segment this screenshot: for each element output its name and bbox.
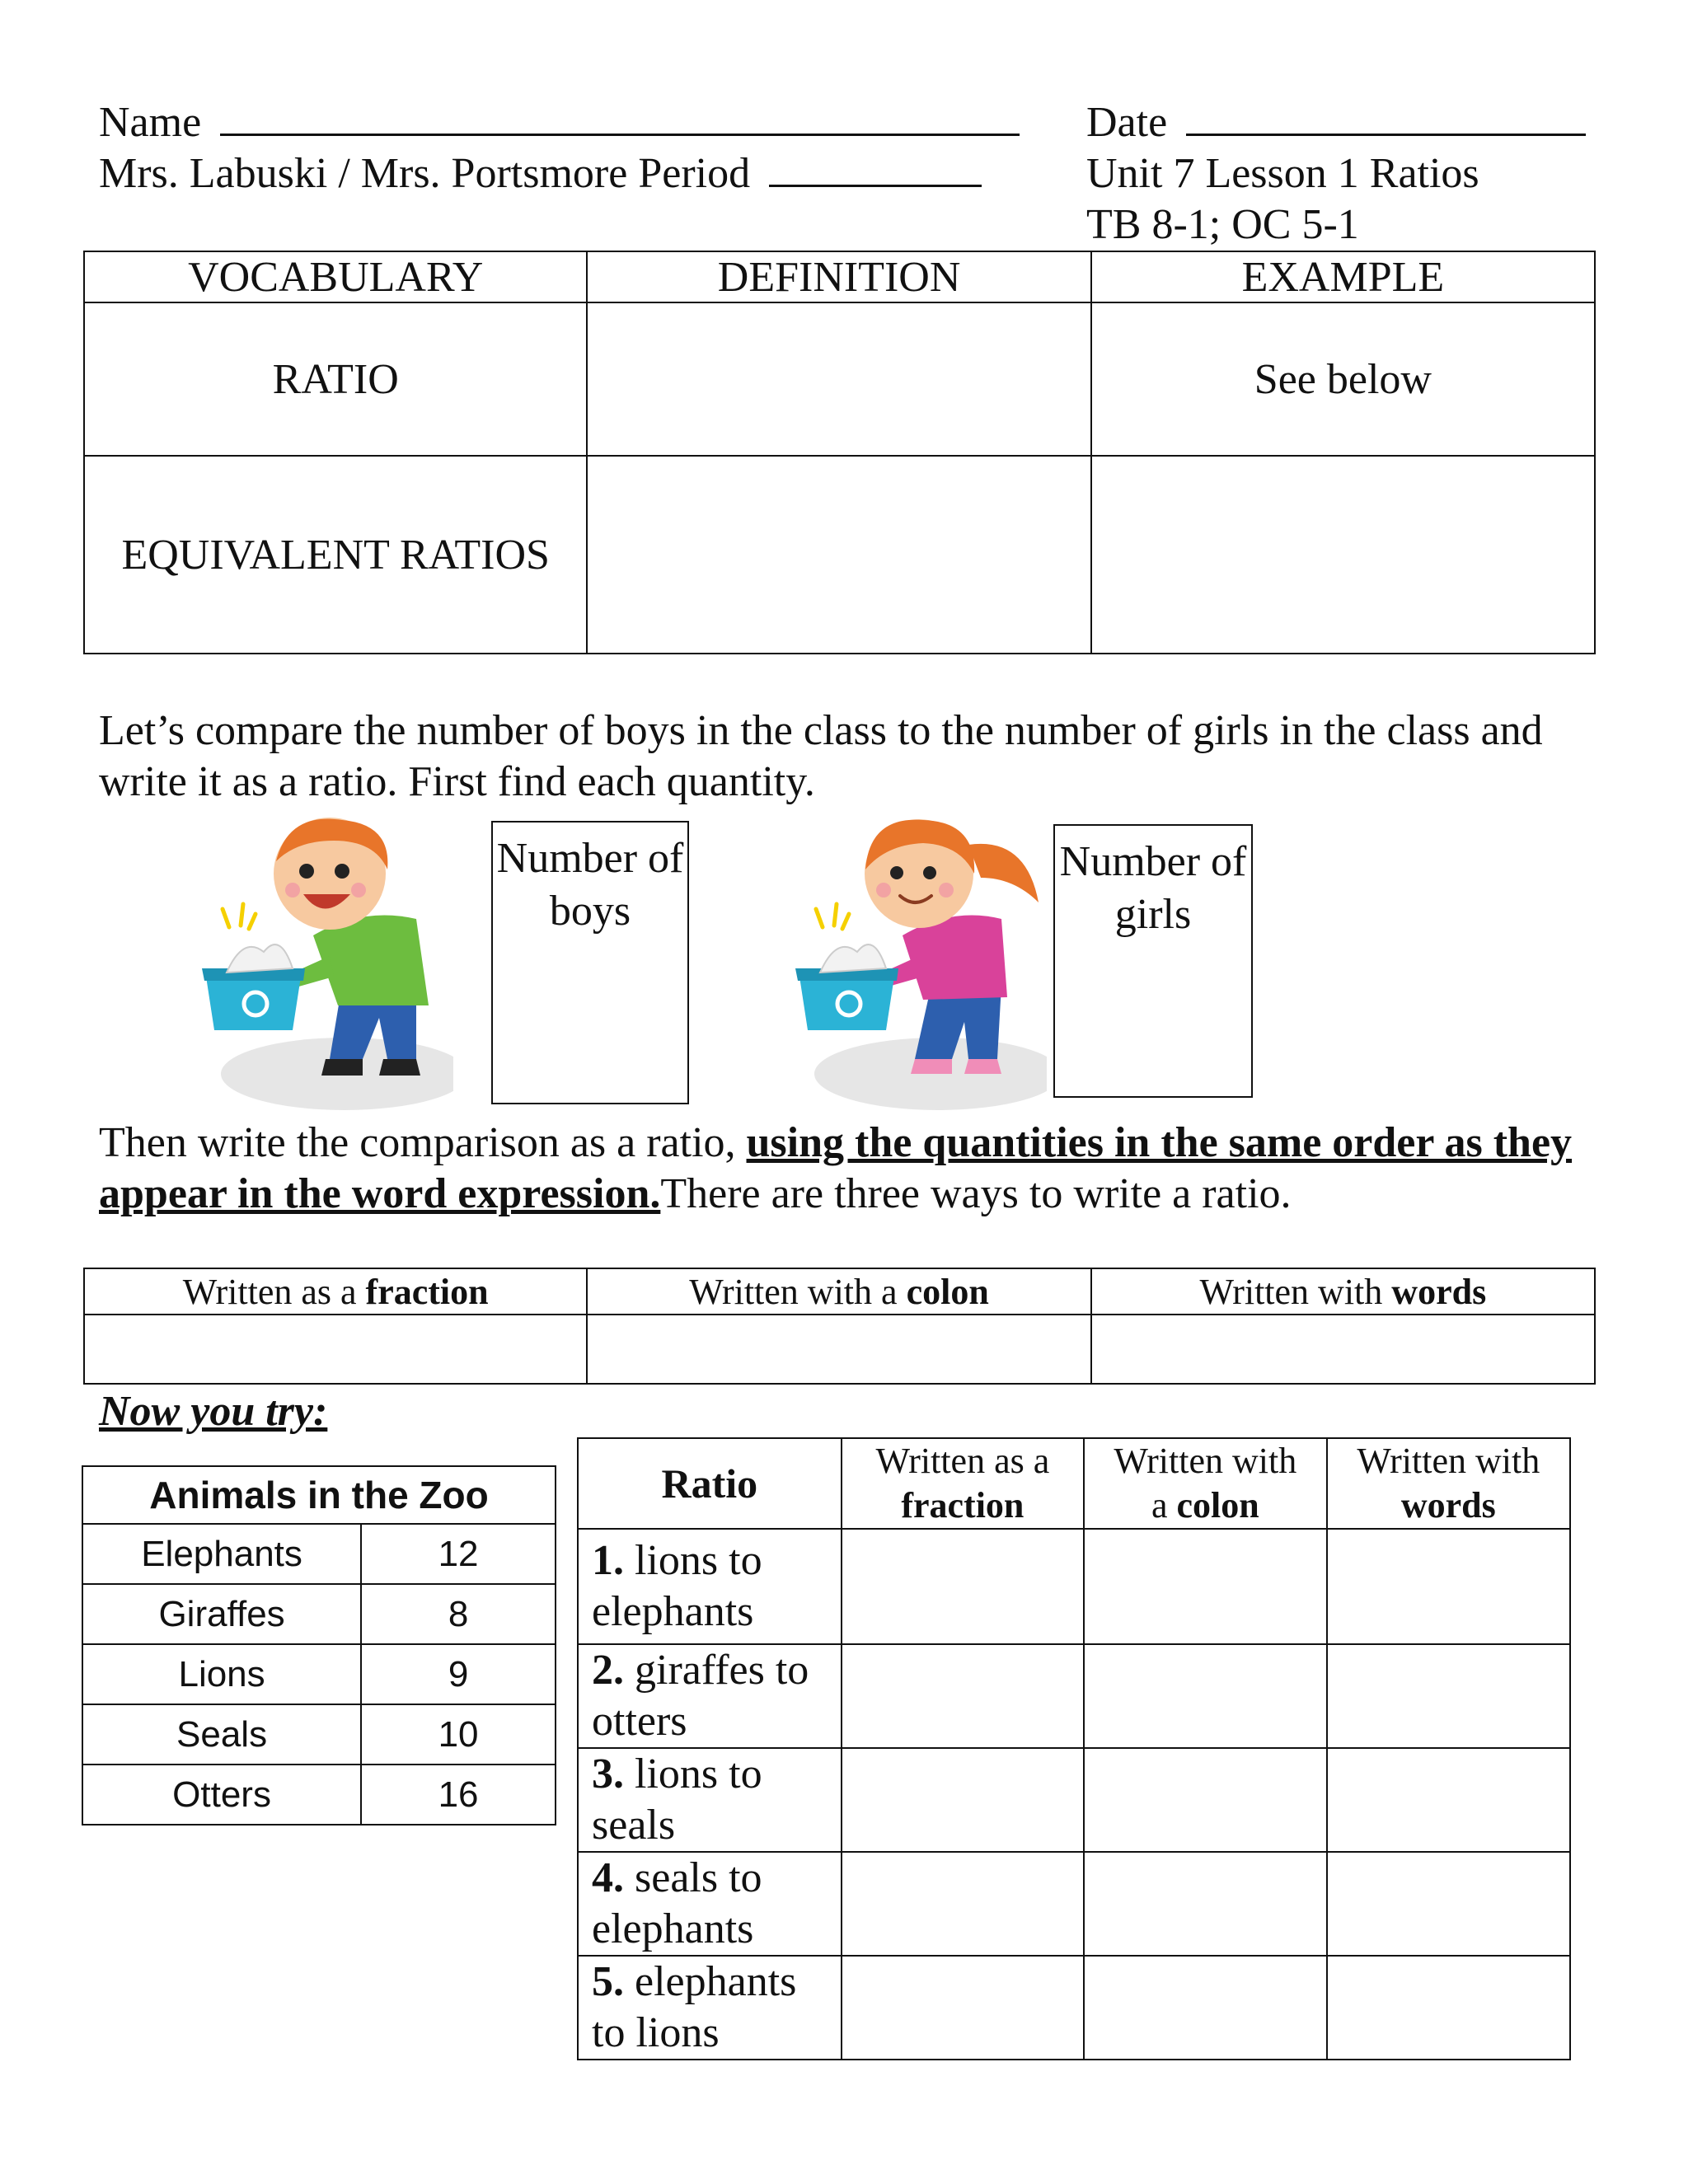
teacher-label: Mrs. Labuski / Mrs. Portsmore Period bbox=[99, 150, 751, 197]
zoo-count: 12 bbox=[361, 1524, 556, 1584]
ratio-answer-fraction[interactable] bbox=[842, 1529, 1084, 1644]
instruction-lead: Then write the comparison as a ratio, bbox=[99, 1119, 747, 1166]
boy-illustration bbox=[198, 812, 453, 1121]
ratio-answer-fraction[interactable] bbox=[842, 1748, 1084, 1852]
ways-answer-words[interactable] bbox=[1091, 1315, 1595, 1384]
name-blank[interactable] bbox=[220, 100, 1020, 136]
vocabulary-table bbox=[83, 251, 1596, 654]
vocab-header-vocabulary: VOCABULARY bbox=[84, 251, 587, 302]
animals-zoo-table bbox=[82, 1465, 556, 1825]
vocab-example-ratio: See below bbox=[1091, 302, 1595, 456]
ratio-answer-colon[interactable] bbox=[1084, 1748, 1326, 1852]
number-of-girls-box[interactable] bbox=[1053, 824, 1253, 1098]
zoo-count: 8 bbox=[361, 1584, 556, 1644]
girl-ponytail bbox=[968, 844, 1039, 902]
zoo-count: 10 bbox=[361, 1704, 556, 1765]
number-of-girls-label: Number of girls bbox=[1059, 838, 1247, 938]
ratio-header-fraction: Written as a fraction bbox=[842, 1438, 1084, 1529]
girl-illustration bbox=[791, 812, 1047, 1121]
zoo-animal: Seals bbox=[82, 1704, 361, 1765]
ratio-answer-fraction[interactable] bbox=[842, 1852, 1084, 1956]
period-blank[interactable] bbox=[769, 151, 982, 187]
zoo-animal: Elephants bbox=[82, 1524, 361, 1584]
ratio-question: 4. seals to elephants bbox=[578, 1852, 842, 1956]
ratio-answer-colon[interactable] bbox=[1084, 1956, 1326, 2060]
unit-line: Unit 7 Lesson 1 Ratios bbox=[1086, 150, 1479, 197]
ratio-header-words: Written with words bbox=[1327, 1438, 1570, 1529]
ratio-ways-table bbox=[83, 1268, 1596, 1385]
ratio-answer-colon[interactable] bbox=[1084, 1644, 1326, 1748]
recycle-bin-icon bbox=[206, 977, 301, 1030]
ratio-answer-words[interactable] bbox=[1327, 1956, 1570, 2060]
ratio-answer-words[interactable] bbox=[1327, 1529, 1570, 1644]
vocab-header-example: EXAMPLE bbox=[1091, 251, 1595, 302]
zoo-animal: Otters bbox=[82, 1765, 361, 1825]
ways-answer-colon[interactable] bbox=[587, 1315, 1090, 1384]
name-line bbox=[99, 97, 1020, 148]
ratio-answer-colon[interactable] bbox=[1084, 1529, 1326, 1644]
ratio-practice-table bbox=[577, 1437, 1571, 2060]
recycle-bin-icon-girl bbox=[799, 977, 894, 1030]
instruction-paragraph bbox=[99, 1118, 1599, 1220]
zoo-table-title: Animals in the Zoo bbox=[82, 1466, 556, 1524]
instruction-emphasis: using the quantities in the same order as they appear in the word expression. bbox=[99, 1119, 1573, 1217]
zoo-animal: Lions bbox=[82, 1644, 361, 1704]
vocab-definition-equivalent-ratios[interactable] bbox=[587, 456, 1090, 654]
zoo-count: 9 bbox=[361, 1644, 556, 1704]
ways-header-fraction: Written as a fraction bbox=[84, 1268, 587, 1315]
ratio-answer-fraction[interactable] bbox=[842, 1956, 1084, 2060]
ratio-answer-colon[interactable] bbox=[1084, 1852, 1326, 1956]
ratio-answer-words[interactable] bbox=[1327, 1852, 1570, 1956]
date-label: Date bbox=[1086, 99, 1168, 146]
ratio-question: 3. lions to seals bbox=[578, 1748, 842, 1852]
intro-paragraph: Let’s compare the number of boys in the class to the number of girls in the class and write it as a ratio. First find each quantity. bbox=[99, 707, 1543, 805]
instruction-tail: There are three ways to write a ratio. bbox=[660, 1170, 1292, 1217]
ratio-answer-words[interactable] bbox=[1327, 1748, 1570, 1852]
date-line bbox=[1086, 97, 1586, 148]
ratio-question: 1. lions to elephants bbox=[578, 1529, 842, 1644]
ways-answer-fraction[interactable] bbox=[84, 1315, 587, 1384]
ways-header-words: Written with words bbox=[1091, 1268, 1595, 1315]
name-label: Name bbox=[99, 99, 202, 146]
zoo-animal: Giraffes bbox=[82, 1584, 361, 1644]
now-you-try-heading: Now you try: bbox=[99, 1388, 328, 1435]
vocab-example-equivalent-ratios[interactable] bbox=[1091, 456, 1595, 654]
number-of-boys-box[interactable] bbox=[491, 821, 689, 1104]
vocab-term-equivalent-ratios: EQUIVALENT RATIOS bbox=[84, 456, 587, 654]
ratio-header-ratio: Ratio bbox=[578, 1438, 842, 1529]
vocab-definition-ratio[interactable] bbox=[587, 302, 1090, 456]
zoo-count: 16 bbox=[361, 1765, 556, 1825]
ratio-answer-words[interactable] bbox=[1327, 1644, 1570, 1748]
reference-line: TB 8-1; OC 5-1 bbox=[1086, 201, 1359, 248]
ratio-question: 5. elephants to lions bbox=[578, 1956, 842, 2060]
teacher-line bbox=[99, 148, 982, 199]
vocab-term-ratio: RATIO bbox=[84, 302, 587, 456]
date-blank[interactable] bbox=[1186, 100, 1586, 136]
vocab-header-definition: DEFINITION bbox=[587, 251, 1090, 302]
ratio-header-colon: Written with a colon bbox=[1084, 1438, 1326, 1529]
ways-header-colon: Written with a colon bbox=[587, 1268, 1090, 1315]
number-of-boys-label: Number of boys bbox=[496, 835, 684, 935]
ratio-question: 2. giraffes to otters bbox=[578, 1644, 842, 1748]
ratio-answer-fraction[interactable] bbox=[842, 1644, 1084, 1748]
